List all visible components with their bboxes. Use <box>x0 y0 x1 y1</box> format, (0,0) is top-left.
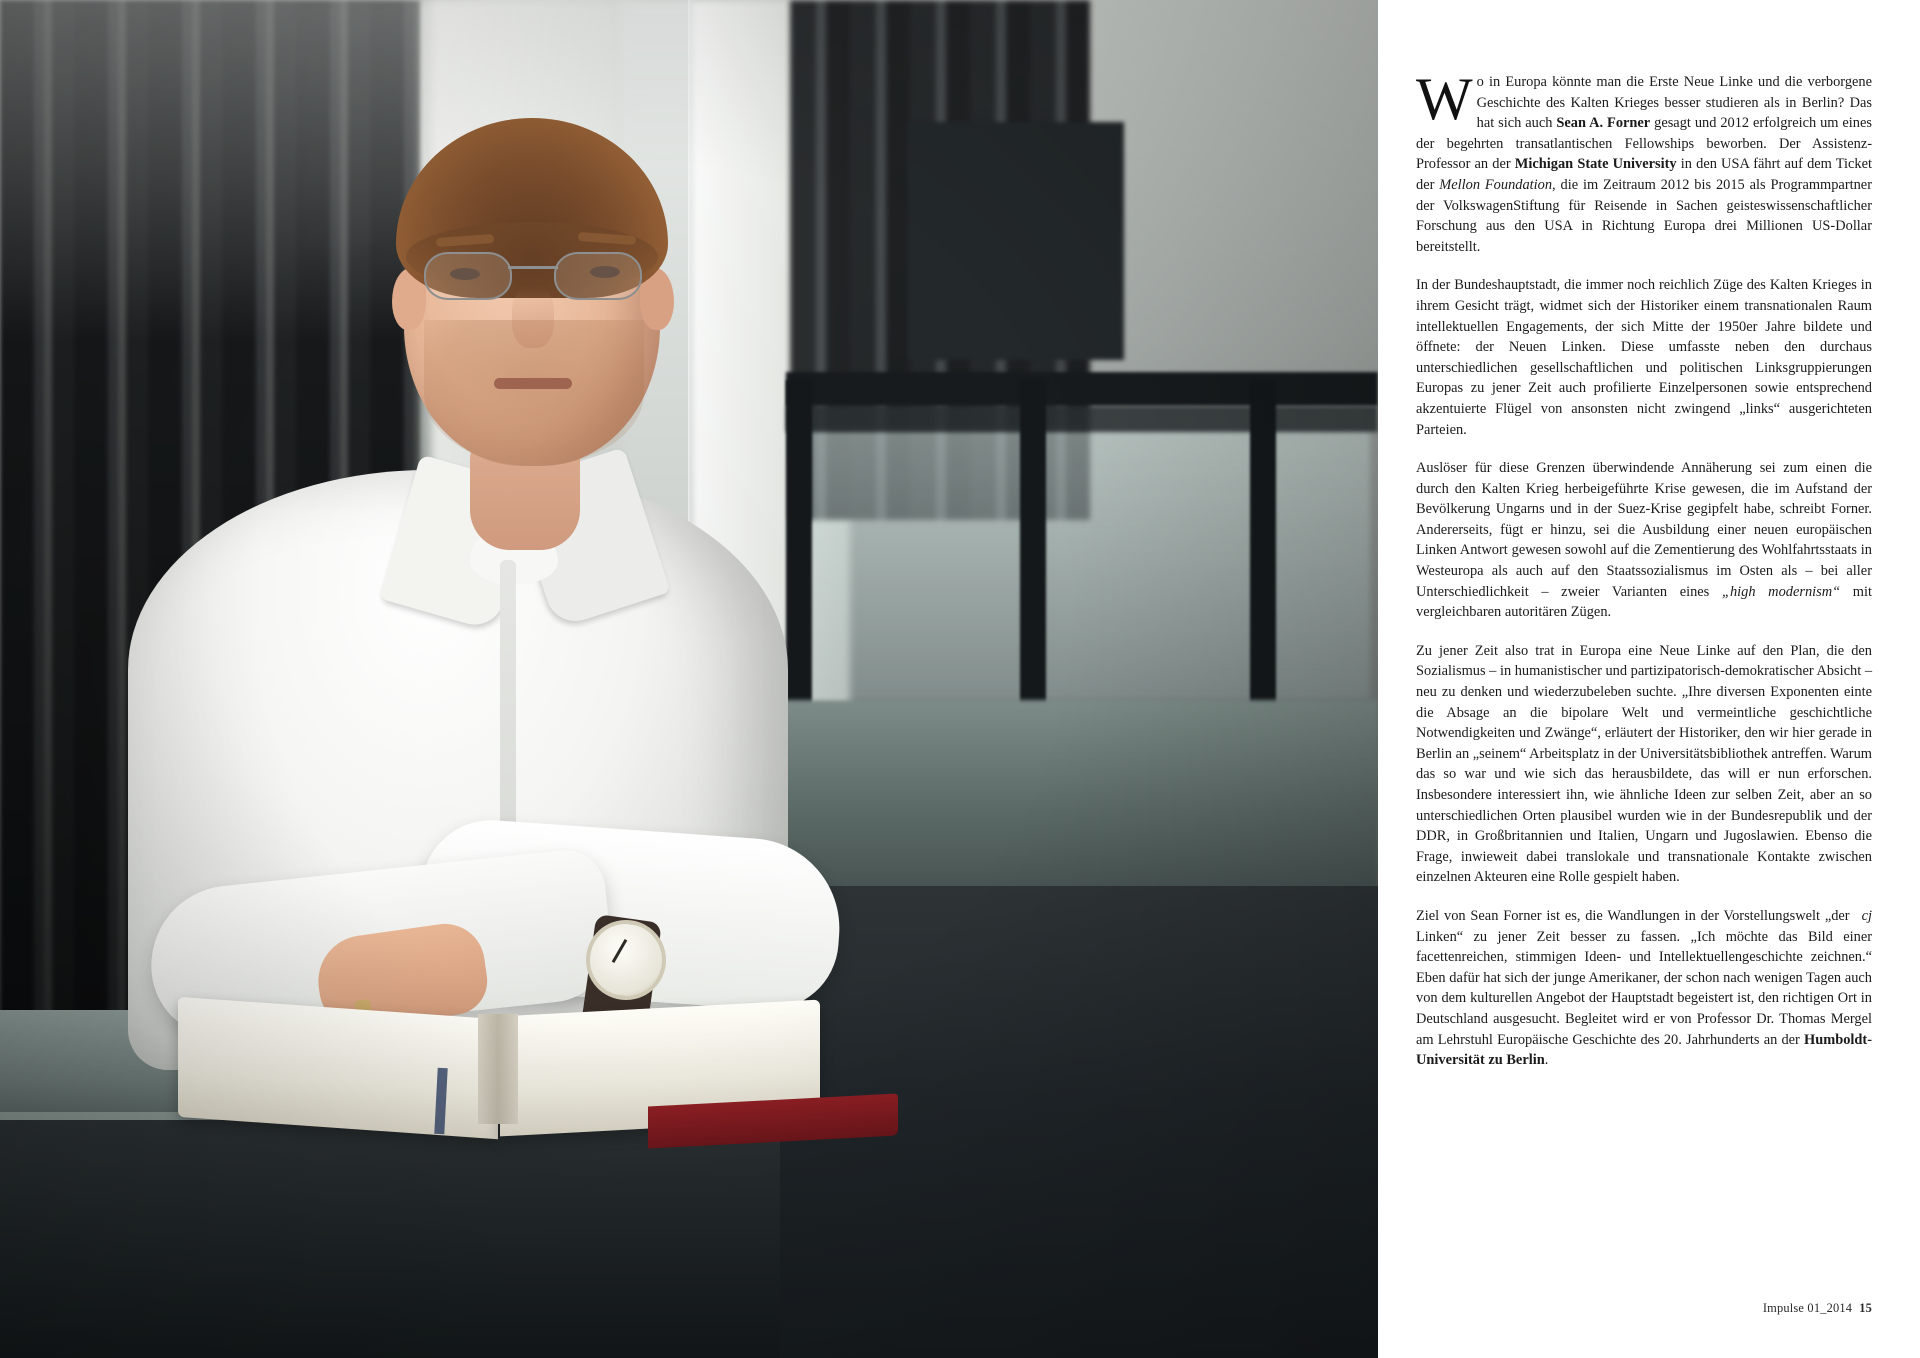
glass-balustrade <box>810 430 1370 700</box>
railing-post <box>1250 380 1276 710</box>
p3-run-2: mit vergleichbaren autoritären Zügen. <box>1416 583 1872 621</box>
paragraph-5 <box>1416 906 1872 1071</box>
p1-run-6: , die im Zeitraum 2012 bis 2015 als Programmpartner der VolkswagenStiftung für Reisende in Sachen geisteswissenschaftlicher Forschung aus den USA in Richtung Europa drei Millionen US-Dollar bereitstellt. <box>1416 176 1872 255</box>
dark-cabinet <box>908 122 1124 360</box>
issue-label: Impulse 01_2014 <box>1762 1301 1853 1315</box>
railing-post <box>1020 380 1046 710</box>
author-signature: cj <box>1861 907 1872 924</box>
eyeglasses <box>424 252 642 296</box>
portrait-subject <box>0 0 780 1358</box>
p4-run-0: Zu jener Zeit also trat in Europa eine Neue Linke auf den Plan, die den Sozialismus – in humanistischer und partizipatorisch-demokratischer Absicht – neu zu denken und wiederzubeleben suchte. „Ihre diversen Exponenten einte die Absage an die bipolare Welt und vermeintliche geschichtliche Notwendigkeiten und Zwänge“, erläutert der Historiker, den wir hier gerade in Berlin an „seinem“ Arbeitsplatz in der Universitätsbibliothek antreffen. Warum das so war und wie sich das herausbildete, das will er nun erforschen. Insbesondere interessiert ihn, wie ähnliche Ideen zur selben Zeit, aber an so unterschiedlichen Orten plausibel wurden wie in der Bundesrepublik und der DDR, in Großbritannien und Italien, Ungarn und Jugoslawien. Ebenso die Frage, inwieweit dabei translokale und transnationale Kontakte zwischen einzelnen Akteuren eine Rolle gespielt haben. <box>1416 642 1873 886</box>
railing-beam <box>786 372 1378 406</box>
p5-run-0: Ziel von Sean Forner ist es, die Wandlungen in der Vorstellungswelt „der Linken“ zu jener Zeit besser zu fassen. „Ich möchte das Bild einer facettenreichen, stimmigen Ideen- und Intellektuellengeschichte zeichnen.“ Eben dafür hat sich der junge Amerikaner, der schon nach wenigen Tagen auch von dem kulturellen Angebot der Hauptstadt begeistert ist, den richtigen Ort in Deutschland ausgesucht. Begleitet wird er von Professor Dr. Thomas Mergel am Lehrstuhl Europäische Geschichte des 20. Jahrhunderts an der <box>1416 907 1872 1048</box>
p2-run-0: In der Bundeshauptstadt, die immer noch reichlich Züge des Kalten Krieges in ihrem Gesicht trägt, widmet sich der Historiker einem transnationalen Raum intellektuellen Engagements, der sich Mitte der 1950er Jahre bildete und öffnete: der Neuen Linken. Diese umfasste neben den durchaus unterschiedlichen gesellschaftlichen und politischen Linksgruppierungen Europas zu jener Zeit auch profilierte Einzelpersonen sowie entsprechend akzentuierte Flügel von ansonsten nicht zwingend „links“ ausgerichteten Parteien. <box>1416 277 1872 438</box>
p1-run-0: o in Europa könnte man die Erste Neue Linke und die verborgene Geschichte des Kalten Krieges besser studieren als in Berlin? Das hat sich auch <box>1476 74 1872 132</box>
paragraph-4 <box>1416 641 1872 888</box>
p1-run-2: gesagt und 2012 erfolgreich um eines der begehrten transatlantischen Fellowships beworben. Der Assistenz-Professor an der <box>1416 115 1872 173</box>
glasses-bridge <box>508 266 558 269</box>
page-number: 15 <box>1859 1301 1872 1315</box>
book-page-left <box>178 997 498 1139</box>
person-name-sean-forner: Sean A. Forner <box>1556 115 1651 132</box>
paragraph-1 <box>1416 66 1872 257</box>
term-high-modernism: „high modernism“ <box>1721 583 1841 600</box>
org-humboldt-universitaet: Humboldt-Universität zu Berlin <box>1416 1031 1872 1069</box>
book-spine <box>478 1014 518 1124</box>
page-footer <box>1763 1301 1872 1316</box>
lens-right <box>554 252 642 300</box>
mouth <box>494 378 572 389</box>
photo-second-frame <box>690 0 1378 1358</box>
paragraph-2 <box>1416 275 1872 440</box>
lens-left <box>424 252 512 300</box>
org-michigan-state-university: Michigan State University <box>1514 156 1677 173</box>
article-body <box>1416 66 1873 1089</box>
p3-run-0: Auslöser für diese Grenzen überwindende Annäherung sei zum einen die durch den Kalten Krieg herbeigeführte Krise gewesen, die im Aufstand der Bevölkerung Ungarns und in der Suez-Krise gegipfelt habe, schreibt Forner. Andererseits, fügt er hinzu, sei die Ausbildung einer neuen europäischen Linken Antwort gewesen sowohl auf die Zementierung des Wohlfahrtsstaats in Westeuropa als auch auf den Staatssozialismus im Osten als – bei aller Unterschiedlichkeit – zweier Varianten eines <box>1416 460 1872 600</box>
p1-run-4: in den USA fährt auf dem Ticket der <box>1416 156 1872 193</box>
railing-beam-lower <box>786 406 1378 432</box>
open-book <box>178 1008 828 1138</box>
org-mellon-foundation: Mellon Foundation <box>1439 176 1553 193</box>
article-column <box>1378 0 1920 1358</box>
drop-cap: W <box>1416 66 1473 132</box>
railing-post <box>786 380 812 710</box>
paragraph-3 <box>1416 458 1872 623</box>
p5-run-2: . <box>1544 1052 1549 1069</box>
